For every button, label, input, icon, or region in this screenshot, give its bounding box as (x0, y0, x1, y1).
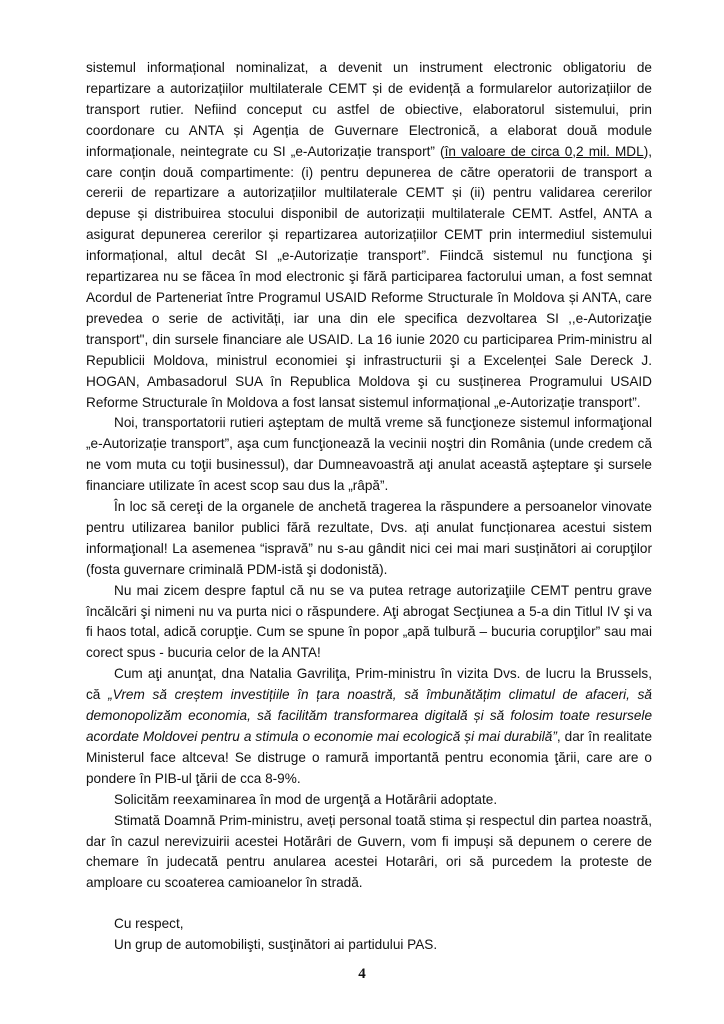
paragraph-5: Cum aţi anunţat, dna Natalia Gavriliţa, Prim-ministru în vizita Dvs. de lucru la Brussels, că „Vrem să creștem investițiile în țara noastră, să îmbunătățim climatul de afaceri, să demonopolizăm economia, să facilităm transformarea digitală și să folosim toate resursele acordate Moldovei pentru a stimula o economie mai ecologică și mai durabilă”, dar în realitate Ministerul face altceva! Se distruge o ramură importantă pentru economia ţării, care are o pondere în PIB-ul ţării de cca 8-9%. (86, 666, 653, 786)
paragraph-7: Stimată Doamnă Prim-ministru, aveți personal toată stima și respectul din partea noastră, dar în cazul nerevizuirii acestei Hotărâri de Guvern, vom fi impuși să depunem o cerere de chemare în judecată pentru anularea acestei Hotarâri, ori să purcedem la proteste de amploare cu scoaterea camioanelor în stradă. (86, 812, 652, 891)
underlined-cost: în valoare de circa 0,2 mil. MDL (444, 143, 644, 159)
signature: Un grup de automobilişti, susţinători ai partidului PAS. (114, 937, 438, 953)
italic-quote: „Vrem să creștem investițiile în țara noastră, să îmbunătățim climatul de afaceri, să demonopolizăm economia, să facilităm transformarea digitală și să folosim toate resursele acordate Moldovei pentru a stimula o economie mai ecologică și mai durabilă” (86, 687, 652, 744)
paragraph-1: sistemul informațional nominalizat, a devenit un instrument electronic obligatoriu de repartizare a autorizațiilor multilaterale CEMT și de evidență a formularelor autorizațiilor de transport rutier. Nefiind conceput cu astfel de obiective, elaboratorul sistemului, prin coordonare cu ANTA și Agenția de Guvernare Electronică, a elaborat două module informaționale, neintegrate cu SI „e-Autorizație transport” (în valoare de circa 0,2 mil. MDL), care conțin două compartimente: (i) pentru depunerea de către operatorii de transport a cererii de repartizare a autorizațiilor multilaterale CEMT și (ii) pentru validarea cererilor depuse și distribuirea stocului disponibil de autorizații multilaterale CEMT. Astfel, ANTA a asigurat depunerea cererilor și repartizarea autorizațiilor CEMT prin intermediul sistemului informațional, altul decât SI „e-Autorizație transport”. Fiindcă sistemul nu funcţiona şi repartizarea nu se făcea în mod electronic şi fără participarea factorului uman, a fost semnat Acordul de Parteneriat între Programul USAID Reforme Structurale în Moldova și ANTA, care prevedea o serie de activități, iar una din ele specifica dezvoltarea SI ,,e-Autorizaţie transport", din sursele financiare ale USAID. La 16 iunie 2020 cu participarea Prim-ministru al Republicii Moldova, ministrul economiei şi infrastructurii şi a Excelenței Sale Dereck J. HOGAN, Ambasadorul SUA în Republica Moldova şi cu susținerea Programului USAID Reforme Structurale în Moldova a fost lansat sistemul informațional „e-Autorizație transport”. (86, 60, 652, 410)
paragraph-2: Noi, transportatorii rutieri aşteptam de multă vreme să funcţioneze sistemul informaţional „e-Autorizație transport”, aşa cum funcţionează la vecinii noştri din România (unde credem că ne vom muta cu toţii businessul), dar Dumneavoastră aţi anulat această aşteptare şi sursele financiare utilizate în acest scop sau dus la „râpă”. (86, 415, 652, 494)
paragraph-4: Nu mai zicem despre faptul că nu se va putea retrage autorizaţiile CEMT pentru grave încălcări şi nimeni nu va purta nici o răspundere. Aţi abrogat Secţiunea a 5-a din Titlul IV şi va fi haos total, adică corupţie. Cum se spune în popor „apă tulbură – bucuria corupţilor” sau mai corect spus - bucuria celor de la ANTA! (86, 582, 652, 661)
paragraph-3: În loc să cereţi de la organele de anchetă tragerea la răspundere a persoanelor vinovate pentru utilizarea banilor publici fără rezultate, Dvs. ați anulat funcționarea acestui sistem informaţional! La asemenea “ispravă” nu s-au gândit nici cei mai mari susținători ai corupţilor (fosta guvernare criminală PDM-istă şi dodonistă). (86, 499, 652, 577)
document-page (86, 58, 652, 956)
page-number: 4 (358, 966, 366, 982)
closing: Cu respect, (114, 916, 184, 932)
paragraph-6: Solicităm reexaminarea în mod de urgenţă a Hotărârii adoptate. (114, 791, 498, 807)
